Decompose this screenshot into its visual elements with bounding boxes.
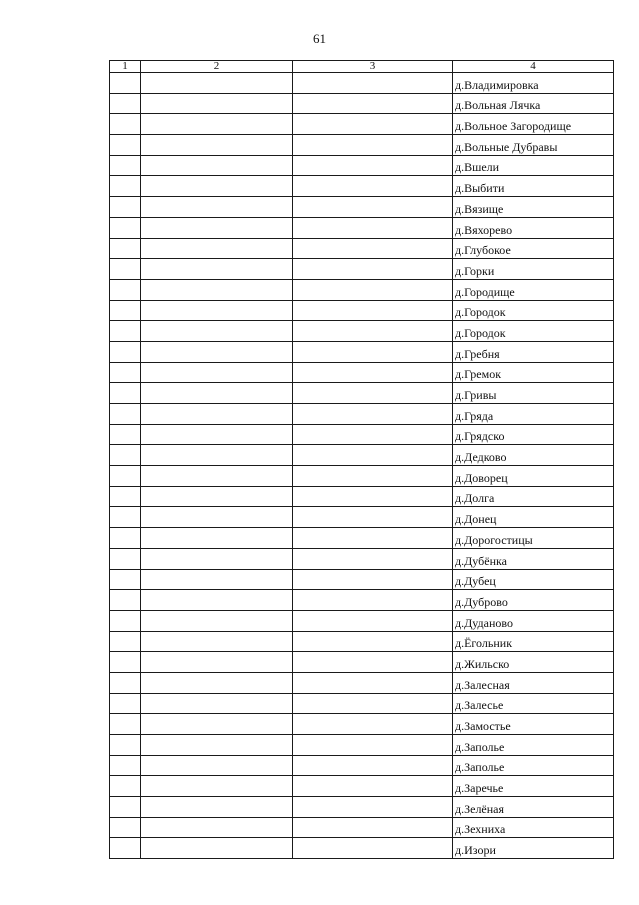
empty-cell-col-1 (110, 590, 141, 611)
empty-cell-col-1 (110, 528, 141, 549)
empty-cell-col-1 (110, 445, 141, 466)
table-row (110, 672, 614, 693)
settlement-name-cell: д.Дубёнка (453, 548, 614, 569)
table-row (110, 486, 614, 507)
table-row (110, 755, 614, 776)
settlements-table (109, 60, 614, 859)
table-row (110, 114, 614, 135)
empty-cell-col-1 (110, 507, 141, 528)
empty-cell-col-3 (293, 217, 453, 238)
empty-cell-col-3 (293, 424, 453, 445)
empty-cell-col-3 (293, 672, 453, 693)
settlement-name-cell: д.Залесье (453, 693, 614, 714)
empty-cell-col-3 (293, 797, 453, 818)
empty-cell-col-1 (110, 404, 141, 425)
empty-cell-col-2 (141, 610, 293, 631)
empty-cell-col-3 (293, 652, 453, 673)
empty-cell-col-3 (293, 321, 453, 342)
empty-cell-col-2 (141, 321, 293, 342)
settlement-name-cell: д.Жильско (453, 652, 614, 673)
settlement-name-cell: д.Донец (453, 507, 614, 528)
table-row (110, 466, 614, 487)
empty-cell-col-3 (293, 341, 453, 362)
settlement-name-cell: д.Заполье (453, 755, 614, 776)
empty-cell-col-2 (141, 445, 293, 466)
empty-cell-col-1 (110, 714, 141, 735)
empty-cell-col-1 (110, 73, 141, 94)
empty-cell-col-2 (141, 672, 293, 693)
empty-cell-col-2 (141, 300, 293, 321)
empty-cell-col-2 (141, 590, 293, 611)
empty-cell-col-3 (293, 362, 453, 383)
settlement-name-cell: д.Гребня (453, 341, 614, 362)
empty-cell-col-1 (110, 197, 141, 218)
settlement-name-cell: д.Городище (453, 279, 614, 300)
empty-cell-col-1 (110, 672, 141, 693)
settlement-name-cell: д.Залесная (453, 672, 614, 693)
empty-cell-col-2 (141, 652, 293, 673)
settlement-name-cell: д.Вольное Загородище (453, 114, 614, 135)
settlement-name-cell: д.Грядско (453, 424, 614, 445)
empty-cell-col-2 (141, 486, 293, 507)
settlement-name-cell: д.Дедково (453, 445, 614, 466)
settlement-name-cell: д.Вязище (453, 197, 614, 218)
settlement-name-cell: д.Вольные Дубравы (453, 135, 614, 156)
empty-cell-col-1 (110, 114, 141, 135)
empty-cell-col-1 (110, 300, 141, 321)
table-row (110, 735, 614, 756)
empty-cell-col-2 (141, 238, 293, 259)
empty-cell-col-3 (293, 776, 453, 797)
empty-cell-col-3 (293, 528, 453, 549)
table-row (110, 383, 614, 404)
column-header-4: 4 (453, 61, 614, 73)
settlement-name-cell: д.Дорогостицы (453, 528, 614, 549)
empty-cell-col-1 (110, 259, 141, 280)
empty-cell-col-1 (110, 93, 141, 114)
empty-cell-col-3 (293, 404, 453, 425)
empty-cell-col-2 (141, 73, 293, 94)
settlement-name-cell: д.Ёгольник (453, 631, 614, 652)
empty-cell-col-1 (110, 383, 141, 404)
empty-cell-col-2 (141, 797, 293, 818)
empty-cell-col-3 (293, 548, 453, 569)
settlement-name-cell: д.Вольная Лячка (453, 93, 614, 114)
empty-cell-col-1 (110, 548, 141, 569)
empty-cell-col-2 (141, 838, 293, 859)
table-row (110, 569, 614, 590)
empty-cell-col-2 (141, 93, 293, 114)
empty-cell-col-2 (141, 548, 293, 569)
empty-cell-col-3 (293, 610, 453, 631)
empty-cell-col-3 (293, 466, 453, 487)
table-row (110, 155, 614, 176)
settlement-name-cell: д.Выбити (453, 176, 614, 197)
empty-cell-col-3 (293, 238, 453, 259)
settlement-name-cell: д.Заполье (453, 735, 614, 756)
empty-cell-col-1 (110, 466, 141, 487)
table-header-row (110, 61, 614, 73)
empty-cell-col-1 (110, 652, 141, 673)
settlement-name-cell: д.Заречье (453, 776, 614, 797)
table-row (110, 817, 614, 838)
empty-cell-col-3 (293, 817, 453, 838)
empty-cell-col-1 (110, 135, 141, 156)
settlement-name-cell: д.Замостье (453, 714, 614, 735)
empty-cell-col-1 (110, 693, 141, 714)
empty-cell-col-3 (293, 279, 453, 300)
settlement-name-cell: д.Дуброво (453, 590, 614, 611)
column-header-2: 2 (141, 61, 293, 73)
empty-cell-col-3 (293, 590, 453, 611)
empty-cell-col-1 (110, 217, 141, 238)
table-row (110, 424, 614, 445)
empty-cell-col-2 (141, 755, 293, 776)
empty-cell-col-3 (293, 735, 453, 756)
table-row (110, 93, 614, 114)
settlement-name-cell: д.Горки (453, 259, 614, 280)
empty-cell-col-1 (110, 341, 141, 362)
empty-cell-col-3 (293, 486, 453, 507)
settlement-name-cell: д.Вяхорево (453, 217, 614, 238)
empty-cell-col-3 (293, 259, 453, 280)
table-row (110, 776, 614, 797)
table-row (110, 548, 614, 569)
empty-cell-col-3 (293, 383, 453, 404)
empty-cell-col-2 (141, 404, 293, 425)
table-row (110, 838, 614, 859)
settlement-name-cell: д.Зелёная (453, 797, 614, 818)
empty-cell-col-3 (293, 155, 453, 176)
table-row (110, 238, 614, 259)
empty-cell-col-2 (141, 176, 293, 197)
settlement-name-cell: д.Глубокое (453, 238, 614, 259)
empty-cell-col-2 (141, 714, 293, 735)
empty-cell-col-1 (110, 755, 141, 776)
empty-cell-col-3 (293, 445, 453, 466)
table-row (110, 259, 614, 280)
table-row (110, 693, 614, 714)
empty-cell-col-3 (293, 631, 453, 652)
settlement-name-cell: д.Гривы (453, 383, 614, 404)
empty-cell-col-3 (293, 93, 453, 114)
empty-cell-col-1 (110, 838, 141, 859)
empty-cell-col-2 (141, 507, 293, 528)
empty-cell-col-1 (110, 776, 141, 797)
settlement-name-cell: д.Вшели (453, 155, 614, 176)
table-row (110, 528, 614, 549)
settlement-name-cell: д.Доворец (453, 466, 614, 487)
column-header-3: 3 (293, 61, 453, 73)
table-row (110, 714, 614, 735)
empty-cell-col-2 (141, 197, 293, 218)
empty-cell-col-2 (141, 114, 293, 135)
empty-cell-col-3 (293, 135, 453, 156)
table-row (110, 404, 614, 425)
empty-cell-col-1 (110, 735, 141, 756)
empty-cell-col-2 (141, 362, 293, 383)
empty-cell-col-3 (293, 300, 453, 321)
table-row (110, 135, 614, 156)
table-row (110, 279, 614, 300)
empty-cell-col-3 (293, 507, 453, 528)
table-row (110, 590, 614, 611)
settlement-name-cell: д.Зехниха (453, 817, 614, 838)
empty-cell-col-2 (141, 569, 293, 590)
empty-cell-col-1 (110, 238, 141, 259)
settlement-name-cell: д.Долга (453, 486, 614, 507)
empty-cell-col-3 (293, 693, 453, 714)
empty-cell-col-2 (141, 279, 293, 300)
settlement-name-cell: д.Владимировка (453, 73, 614, 94)
empty-cell-col-3 (293, 838, 453, 859)
column-header-1: 1 (110, 61, 141, 73)
table-row (110, 217, 614, 238)
settlement-name-cell: д.Городок (453, 321, 614, 342)
empty-cell-col-1 (110, 362, 141, 383)
empty-cell-col-1 (110, 176, 141, 197)
empty-cell-col-2 (141, 341, 293, 362)
empty-cell-col-1 (110, 424, 141, 445)
empty-cell-col-1 (110, 631, 141, 652)
empty-cell-col-2 (141, 155, 293, 176)
settlement-name-cell: д.Гряда (453, 404, 614, 425)
empty-cell-col-2 (141, 135, 293, 156)
settlement-name-cell: д.Дуданово (453, 610, 614, 631)
empty-cell-col-1 (110, 797, 141, 818)
empty-cell-col-3 (293, 714, 453, 735)
empty-cell-col-3 (293, 114, 453, 135)
empty-cell-col-2 (141, 217, 293, 238)
settlement-name-cell: д.Городок (453, 300, 614, 321)
empty-cell-col-3 (293, 73, 453, 94)
table-row (110, 362, 614, 383)
empty-cell-col-1 (110, 817, 141, 838)
empty-cell-col-2 (141, 631, 293, 652)
table-row (110, 341, 614, 362)
table-body (110, 73, 614, 859)
empty-cell-col-3 (293, 176, 453, 197)
empty-cell-col-1 (110, 321, 141, 342)
empty-cell-col-1 (110, 279, 141, 300)
table-row (110, 445, 614, 466)
empty-cell-col-2 (141, 735, 293, 756)
settlement-name-cell: д.Гремок (453, 362, 614, 383)
table-row (110, 631, 614, 652)
empty-cell-col-1 (110, 155, 141, 176)
table-row (110, 797, 614, 818)
empty-cell-col-1 (110, 569, 141, 590)
empty-cell-col-1 (110, 486, 141, 507)
table-row (110, 321, 614, 342)
table-row (110, 300, 614, 321)
table-row (110, 176, 614, 197)
table-row (110, 652, 614, 673)
table-row (110, 507, 614, 528)
empty-cell-col-2 (141, 776, 293, 797)
empty-cell-col-2 (141, 259, 293, 280)
empty-cell-col-2 (141, 528, 293, 549)
page-number: 61 (313, 31, 326, 46)
empty-cell-col-2 (141, 693, 293, 714)
empty-cell-col-1 (110, 610, 141, 631)
table-row (110, 197, 614, 218)
table-row (110, 610, 614, 631)
empty-cell-col-2 (141, 466, 293, 487)
table-row (110, 73, 614, 94)
empty-cell-col-3 (293, 755, 453, 776)
empty-cell-col-3 (293, 569, 453, 590)
settlement-name-cell: д.Изори (453, 838, 614, 859)
empty-cell-col-3 (293, 197, 453, 218)
empty-cell-col-2 (141, 383, 293, 404)
empty-cell-col-2 (141, 424, 293, 445)
empty-cell-col-2 (141, 817, 293, 838)
settlement-name-cell: д.Дубец (453, 569, 614, 590)
